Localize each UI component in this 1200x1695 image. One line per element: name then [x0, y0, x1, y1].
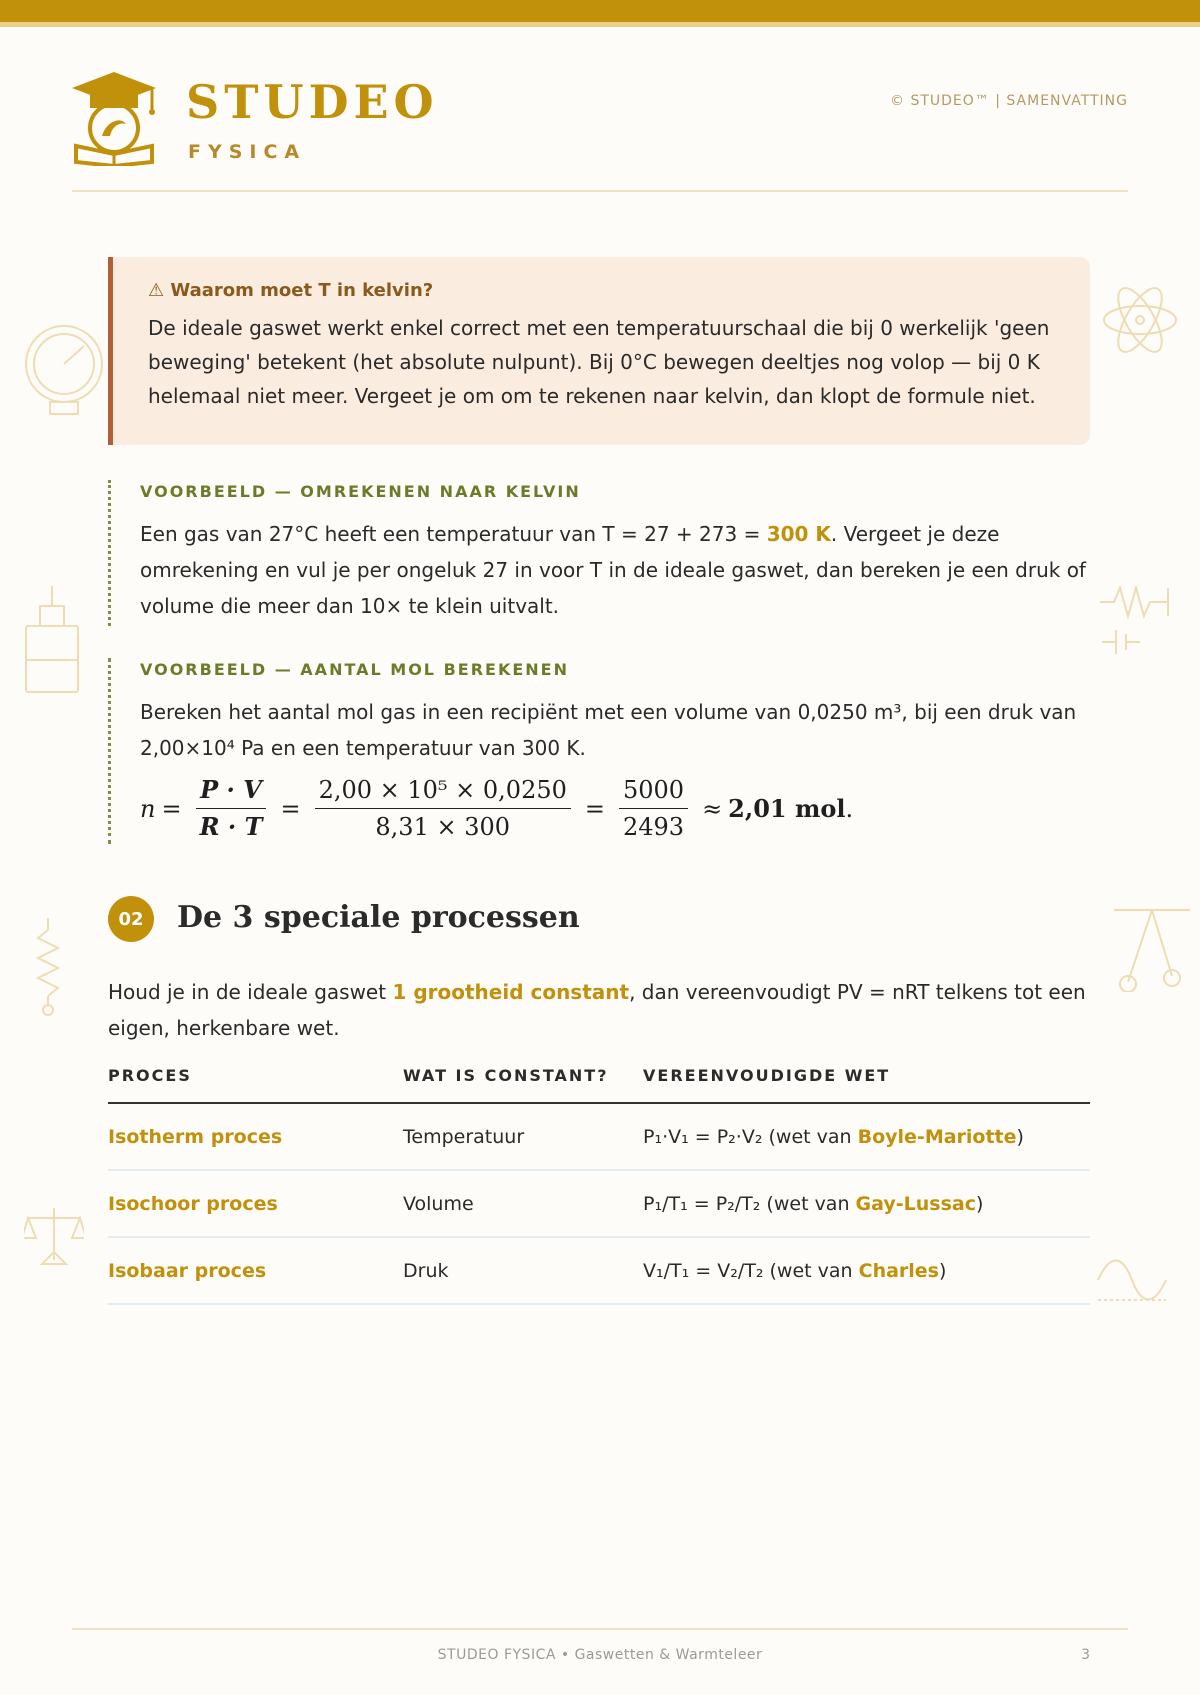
fraction-denominator: 8,31 × 300: [375, 813, 511, 841]
simplified-law: [643, 1237, 1090, 1304]
constant-quantity: Temperatuur: [403, 1103, 643, 1170]
table-row: [108, 1103, 1090, 1170]
top-accent-line: [0, 22, 1200, 27]
formula-tail: .: [845, 794, 854, 823]
law-text: ): [939, 1259, 947, 1282]
fraction-substituted: [315, 776, 571, 841]
constant-quantity: Druk: [403, 1237, 643, 1304]
constant-quantity: Volume: [403, 1170, 643, 1237]
table-row: [108, 1170, 1090, 1237]
process-name: Isobaar proces: [108, 1237, 403, 1304]
section-intro: [108, 974, 1098, 1046]
table-header-row: [108, 1066, 1090, 1103]
fraction-numerator: 5000: [619, 776, 688, 809]
column-header-constant: WAT IS CONSTANT?: [403, 1066, 643, 1103]
example-text: . Vergeet je deze omrekening en vul je per ongeluk 27 in voor T in de ideale gaswet, dan bereken je een druk of volume die meer dan 10× te klein uitvalt.: [140, 522, 1086, 618]
fraction-numerator: P · V: [196, 776, 266, 809]
formula-result: 2,01 mol: [728, 794, 846, 823]
section-number-badge: 02: [108, 896, 154, 942]
simplified-law: [643, 1170, 1090, 1237]
formula-approx: ≈: [702, 794, 723, 823]
header-divider: [72, 190, 1128, 192]
footer-text: STUDEO FYSICA • Gaswetten & Warmteleer: [437, 1647, 763, 1663]
law-text: V₁/T₁ = V₂/T₂ (wet van: [643, 1259, 859, 1282]
column-header-law: VEREENVOUDIGDE WET: [643, 1066, 1090, 1103]
column-header-process: PROCES: [108, 1066, 403, 1103]
wave-icon: [1096, 1258, 1168, 1302]
example-label: VOORBEELD — AANTAL MOL BEREKENEN: [140, 660, 569, 679]
highlight-value: 300 K: [766, 522, 831, 546]
intro-highlight: 1 grootheid constant: [392, 980, 630, 1004]
pressure-gauge-icon: [22, 322, 106, 418]
example-moles: [108, 658, 1090, 844]
gas-cylinder-icon: [22, 584, 82, 696]
example-text: Een gas van 27°C heeft een temperatuur van T = 27 + 273 =: [140, 522, 767, 546]
law-text: P₁/T₁ = P₂/T₂ (wet van: [643, 1192, 856, 1215]
footer-divider: [72, 1628, 1128, 1630]
resistor-circuit-icon: [1098, 582, 1172, 656]
example-label: VOORBEELD — OMREKENEN NAAR KELVIN: [140, 482, 581, 501]
fraction-denominator: 2493: [622, 813, 685, 841]
law-text: ): [1016, 1125, 1024, 1148]
page-number: 3: [1081, 1647, 1090, 1663]
warning-title: ⚠ Waarom moet T in kelvin?: [148, 280, 434, 301]
law-name: Charles: [858, 1259, 939, 1282]
law-name: Boyle-Mariotte: [857, 1125, 1017, 1148]
balance-scale-icon: [24, 1206, 84, 1266]
section-title: De 3 speciale processen: [177, 900, 580, 935]
brand-title: STUDEO: [186, 75, 439, 129]
example-body: Bereken het aantal mol gas in een recipiënt met een volume van 0,0250 m³, bij een druk van 2,00×10⁴ Pa en een temperatuur van 300 K.: [140, 700, 1077, 760]
mole-formula: [140, 776, 1090, 841]
table-row: [108, 1237, 1090, 1304]
brand-subject: FYSICA: [188, 141, 307, 163]
warning-callout: [108, 257, 1090, 445]
graduation-cap-book-logo-icon: [70, 70, 158, 166]
warning-body: De ideale gaswet werkt enkel correct met een temperatuurschaal die bij 0 werkelijk 'geen beweging' betekent (het absolute nulpunt). Bij 0°C bewegen deeltjes nog volop — bij 0 K helemaal niet meer. Vergeet je om om te rekenen naar kelvin, dan klopt de formule niet.: [148, 316, 1050, 408]
formula-equals: =: [280, 794, 301, 823]
fraction-numerator: 2,00 × 10⁵ × 0,0250: [315, 776, 571, 809]
example-body: [140, 516, 1090, 624]
header-meta: © STUDEO™ | SAMENVATTING: [890, 93, 1128, 109]
example-kelvin: [108, 480, 1090, 626]
spring-icon: [36, 916, 60, 1016]
law-text: P₁·V₁ = P₂·V₂ (wet van: [643, 1125, 858, 1148]
fraction-denominator: R · T: [199, 812, 263, 841]
law-text: ): [976, 1192, 984, 1215]
formula-lhs: n: [140, 794, 156, 823]
process-name: Isotherm proces: [108, 1103, 403, 1170]
pendulum-icon: [1112, 906, 1192, 992]
formula-equals: =: [584, 794, 605, 823]
intro-text: Houd je in de ideale gaswet: [108, 980, 393, 1004]
law-name: Gay-Lussac: [855, 1192, 976, 1215]
process-table: [108, 1066, 1090, 1305]
fraction-simplified: [619, 776, 688, 841]
top-accent-bar: [0, 0, 1200, 22]
process-name: Isochoor proces: [108, 1170, 403, 1237]
simplified-law: [643, 1103, 1090, 1170]
fraction-symbolic: [196, 776, 267, 841]
atom-icon: [1100, 282, 1180, 358]
intro-text: , dan vereenvoudigt PV = nRT telkens tot een eigen, herkenbare wet.: [108, 980, 1086, 1040]
formula-equals: =: [161, 794, 182, 823]
